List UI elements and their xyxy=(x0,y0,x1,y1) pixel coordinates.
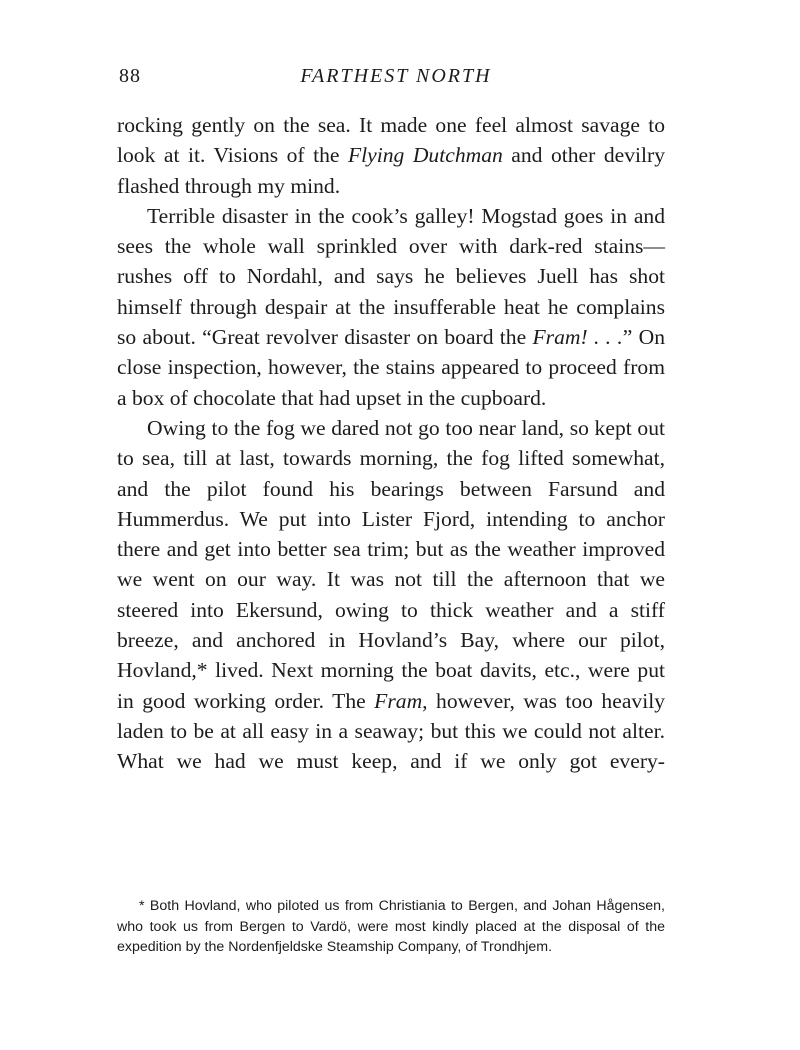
running-title: FARTHEST NORTH xyxy=(300,65,492,87)
text-run: and other devilry flashed through my mind. xyxy=(117,143,665,198)
text-run: , however, was too heavily laden to be at all easy in a seaway; but this we could not alter. What we had we must keep, and if we only got every- xyxy=(117,688,665,774)
italic-text-run: Fram xyxy=(374,688,423,713)
italic-text-run: Fram! . . . xyxy=(532,325,623,350)
book-page xyxy=(117,62,666,956)
page-number: 88 xyxy=(119,65,141,87)
italic-text-run: Flying Dutchman xyxy=(347,143,503,168)
paragraph xyxy=(117,413,665,777)
body-text xyxy=(117,110,665,777)
text-run: Owing to the fog we dared not go too near land, so kept out to sea, till at last, towards morning, the fog lifted somewhat, and the pilot found his bearings between Farsund and Hummerdus. We put into Lister Fjord, intending to anchor there and get into better sea trim; but as the weather improved we went on our way. It was not till the afternoon that we steered into Ekersund, owing to thick weather and a stiff breeze, and anchored in Hovland’s Bay, where our pilot, Hovland,* lived. Next morning the boat davits, etc., were put in good working order. The xyxy=(117,415,665,713)
text-run: ” On close inspection, however, the stains appeared to proceed from a box of chocolate that had upset in the cupboard. xyxy=(117,325,666,410)
footnote: * Both Hovland, who piloted us from Christiania to Bergen, and Johan Hågensen, who took us from Bergen to Vardö, were most kindly placed at the disposal of the expedition by the Nordenfjeldske Steamship Company, of Trondhjem. xyxy=(117,898,665,956)
paragraph xyxy=(117,201,665,413)
text-run: rocking gently on the sea. It made one feel almost savage to look at it. Visions of the xyxy=(117,113,665,168)
text-run: Terrible disaster in the cook’s galley! Mogstad goes in and sees the whole wall sprinkled over with dark-red stains—rushes off to Nordahl, and says he believes Juell has shot himself through despair at the insufferable heat he complains so about. “Great revolver disaster on board the xyxy=(117,203,665,350)
paragraph xyxy=(117,110,665,201)
page-header xyxy=(117,62,665,90)
